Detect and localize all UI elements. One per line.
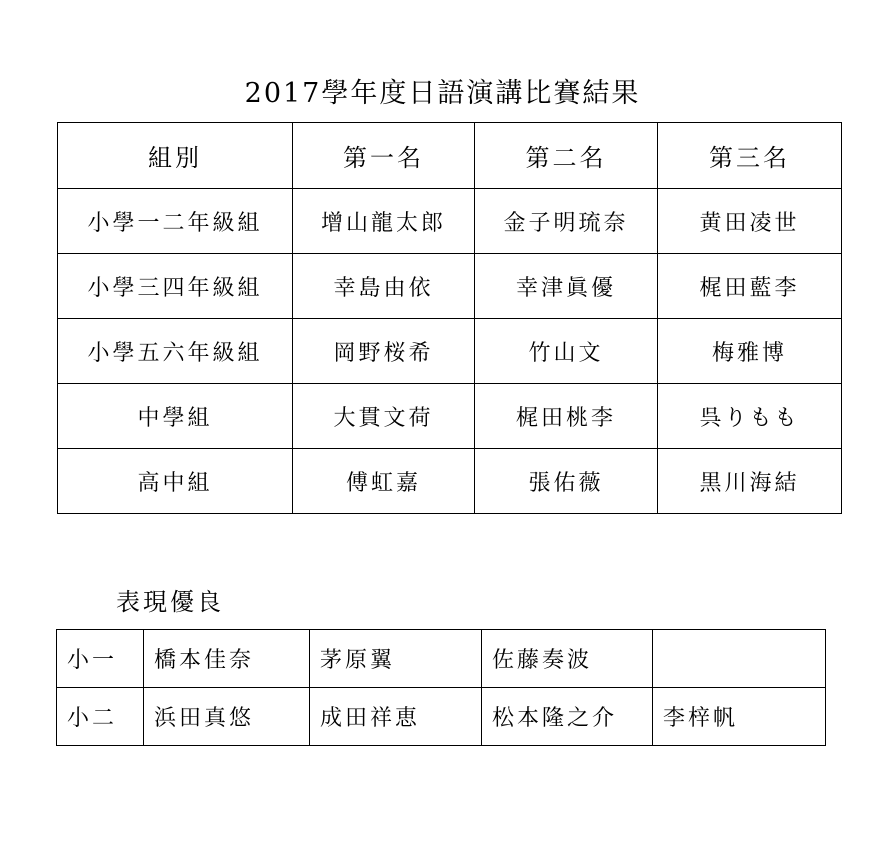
second-place-cell: 竹山文 <box>475 319 658 384</box>
second-place-cell: 幸津眞優 <box>475 254 658 319</box>
table-row <box>58 319 842 384</box>
third-place-cell: 梅雅博 <box>658 319 842 384</box>
name-cell: 松本隆之介 <box>482 688 653 746</box>
first-place-cell: 大貫文荷 <box>293 384 475 449</box>
first-place-cell: 傅虹嘉 <box>293 449 475 514</box>
header-first-place: 第一名 <box>293 123 475 189</box>
third-place-cell: 呉りもも <box>658 384 842 449</box>
table-row <box>57 688 826 746</box>
page-title: 2017學年度日語演講比賽結果 <box>244 78 641 109</box>
results-header-row <box>58 123 842 189</box>
name-cell: 茅原翼 <box>310 630 482 688</box>
name-cell: 橋本佳奈 <box>144 630 310 688</box>
honorable-mentions-heading: 表現優良 <box>116 588 224 616</box>
table-row <box>58 254 842 319</box>
name-cell: 浜田真悠 <box>144 688 310 746</box>
table-row <box>58 449 842 514</box>
header-group: 組別 <box>58 123 293 189</box>
first-place-cell: 增山龍太郎 <box>293 189 475 254</box>
group-cell: 中學組 <box>58 384 293 449</box>
header-third-place: 第三名 <box>658 123 842 189</box>
header-second-place: 第二名 <box>475 123 658 189</box>
grade-cell: 小二 <box>57 688 144 746</box>
group-cell: 小學三四年級組 <box>58 254 293 319</box>
first-place-cell: 幸島由依 <box>293 254 475 319</box>
honorable-mentions-table <box>56 629 826 746</box>
name-cell: 李梓帆 <box>653 688 826 746</box>
group-cell: 小學五六年級組 <box>58 319 293 384</box>
third-place-cell: 黄田凌世 <box>658 189 842 254</box>
third-place-cell: 梶田藍李 <box>658 254 842 319</box>
name-cell: 佐藤奏波 <box>482 630 653 688</box>
second-place-cell: 梶田桃李 <box>475 384 658 449</box>
name-cell <box>653 630 826 688</box>
group-cell: 高中組 <box>58 449 293 514</box>
group-cell: 小學一二年級組 <box>58 189 293 254</box>
grade-cell: 小一 <box>57 630 144 688</box>
name-cell: 成田祥恵 <box>310 688 482 746</box>
second-place-cell: 金子明琉奈 <box>475 189 658 254</box>
second-place-cell: 張佑薇 <box>475 449 658 514</box>
first-place-cell: 岡野桜希 <box>293 319 475 384</box>
table-row <box>57 630 826 688</box>
table-row <box>58 384 842 449</box>
results-table <box>57 122 842 514</box>
third-place-cell: 黒川海結 <box>658 449 842 514</box>
table-row <box>58 189 842 254</box>
